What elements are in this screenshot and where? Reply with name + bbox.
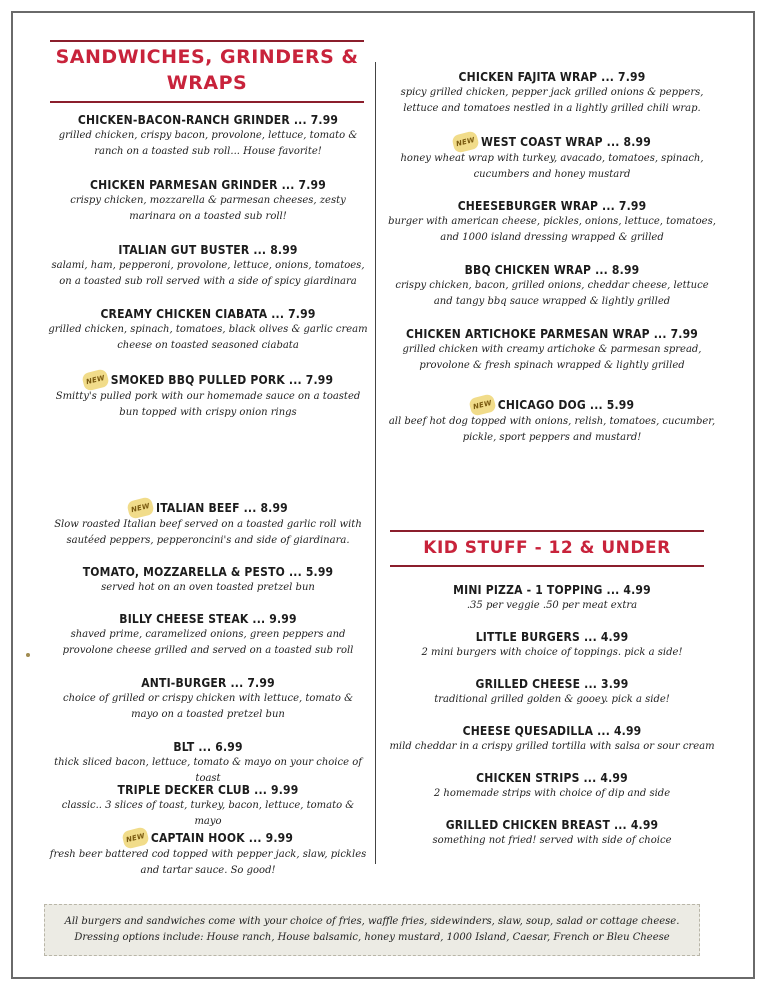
item-description: classic.. 3 slices of toast, turkey, bacon, lettuce, tomato & mayo xyxy=(61,800,355,827)
new-badge-icon: NEW xyxy=(126,496,155,520)
item-description: 2 homemade strips with choice of dip and side xyxy=(433,788,671,799)
item-description: mild cheddar in a crispy grilled tortilla with salsa or sour cream xyxy=(389,741,715,752)
item-name: ITALIAN GUT BUSTER ... 8.99 xyxy=(118,243,298,257)
menu-item xyxy=(48,242,368,290)
item-description: grilled chicken with creamy artichoke & parmesan spread, provolone & fresh spinach wrapped & lightly grilled xyxy=(402,344,702,371)
item-name-text: CHICAGO DOG ... 5.99 xyxy=(497,398,635,412)
item-name: TRIPLE DECKER CLUB ... 9.99 xyxy=(117,783,299,797)
item-description: salami, ham, pepperoni, provolone, lettuce, onions, tomatoes, on a toasted sub roll served with a side of spicy giardinara xyxy=(51,260,365,287)
new-badge-icon: NEW xyxy=(468,393,497,417)
item-name: CHEESEBURGER WRAP ... 7.99 xyxy=(457,199,647,213)
left-title-rule-top xyxy=(50,40,364,42)
item-description: honey wheat wrap with turkey, avacado, tomatoes, spinach, cucumbers and honey mustard xyxy=(400,153,704,180)
menu-item xyxy=(388,326,716,374)
item-name: ANTI-BURGER ... 7.99 xyxy=(141,676,275,690)
item-name-text: CAPTAIN HOOK ... 9.99 xyxy=(150,831,294,845)
menu-item xyxy=(388,198,716,246)
menu-item xyxy=(388,133,716,183)
item-name: GRILLED CHICKEN BREAST ... 4.99 xyxy=(445,818,659,832)
item-description: Smitty's pulled pork with our homemade sauce on a toasted bun topped with crispy onion rings xyxy=(55,391,361,418)
item-description: burger with american cheese, pickles, onions, lettuce, tomatoes, and 1000 island dressing wrapped & grilled xyxy=(388,216,716,243)
item-description: grilled chicken, crispy bacon, provolone, lettuce, tomato & ranch on a toasted sub roll... House favorite! xyxy=(58,130,358,157)
kid-menu-item xyxy=(388,629,716,661)
kid-title-rule-top xyxy=(390,530,704,532)
column-divider xyxy=(375,62,376,864)
item-name xyxy=(48,499,368,517)
item-name: CHICKEN PARMESAN GRINDER ... 7.99 xyxy=(90,178,326,192)
item-name: CREAMY CHICKEN CIABATA ... 7.99 xyxy=(100,307,316,321)
menu-item xyxy=(48,112,368,160)
item-name: CHICKEN FAJITA WRAP ... 7.99 xyxy=(458,70,646,84)
menu-item xyxy=(48,499,368,549)
menu-item xyxy=(48,675,368,723)
item-name: CHICKEN-BACON-RANCH GRINDER ... 7.99 xyxy=(77,113,339,127)
section-title-kid-stuff: KID STUFF - 12 & UNDER xyxy=(423,538,671,558)
kid-menu-item xyxy=(388,582,716,614)
item-name xyxy=(388,133,716,151)
kid-menu-item xyxy=(388,817,716,849)
footer-text: All burgers and sandwiches come with your choice of fries, waffle fries, sidewinders, slaw, soup, salad or cottage cheese. Dressing options include: House ranch, House balsamic, honey mustard, 1000 Island, Caesar, French or Bleu Cheese xyxy=(64,916,680,943)
menu-item xyxy=(388,262,716,310)
item-description: 2 mini burgers with choice of toppings. pick a side! xyxy=(421,647,683,658)
item-description: grilled chicken, spinach, tomatoes, black olives & garlic cream cheese on toasted seasoned ciabata xyxy=(48,324,368,351)
item-description: choice of grilled or crispy chicken with lettuce, tomato & mayo on a toasted pretzel bun xyxy=(63,693,353,720)
kid-title-rule-bottom xyxy=(390,565,704,567)
footer-note xyxy=(44,904,700,956)
menu-item xyxy=(48,371,368,421)
menu-item xyxy=(48,829,368,879)
item-name: BLT ... 6.99 xyxy=(173,740,243,754)
menu-item xyxy=(388,396,716,446)
item-name: CHICKEN ARTICHOKE PARMESAN WRAP ... 7.99 xyxy=(405,327,699,341)
item-name: CHICKEN STRIPS ... 4.99 xyxy=(476,771,628,785)
menu-item xyxy=(48,306,368,354)
item-name xyxy=(48,371,368,389)
menu-item xyxy=(388,69,716,117)
kid-menu-item xyxy=(388,676,716,708)
item-name: BBQ CHICKEN WRAP ... 8.99 xyxy=(464,263,640,277)
item-description: something not fried! served with side of choice xyxy=(432,835,672,846)
item-name: MINI PIZZA - 1 TOPPING ... 4.99 xyxy=(453,583,651,597)
item-name: GRILLED CHEESE ... 3.99 xyxy=(475,677,629,691)
menu-item xyxy=(48,611,368,659)
kid-menu-item xyxy=(388,723,716,755)
item-name xyxy=(48,829,368,847)
item-description: shaved prime, caramelized onions, green peppers and provolone cheese grilled and served on a toasted sub roll xyxy=(62,629,354,656)
paper-speck xyxy=(26,653,30,657)
item-description: all beef hot dog topped with onions, relish, tomatoes, cucumber, pickle, sport peppers and mustard! xyxy=(388,416,716,443)
item-name: BILLY CHEESE STEAK ... 9.99 xyxy=(119,612,297,626)
item-description: Slow roasted Italian beef served on a toasted garlic roll with sautéed peppers, pepperoncini's and side of giardinara. xyxy=(54,519,362,546)
left-title-rule-bottom xyxy=(50,101,364,103)
item-name: TOMATO, MOZZARELLA & PESTO ... 5.99 xyxy=(82,565,334,579)
new-badge-icon: NEW xyxy=(451,130,480,154)
item-description: served hot on an oven toasted pretzel bun xyxy=(101,582,315,593)
item-name-text: ITALIAN BEEF ... 8.99 xyxy=(156,501,288,515)
item-description: .35 per veggie .50 per meat extra xyxy=(466,600,638,611)
new-badge-icon: NEW xyxy=(121,826,150,850)
item-description: fresh beer battered cod topped with pepper jack, slaw, pickles and tartar sauce. So good! xyxy=(49,849,367,876)
item-name-text: WEST COAST WRAP ... 8.99 xyxy=(481,135,651,149)
kid-menu-item xyxy=(388,770,716,802)
item-description: spicy grilled chicken, pepper jack grilled onions & peppers, lettuce and tomatoes nestled in a lightly grilled chili wrap. xyxy=(400,87,704,114)
section-title-sandwiches: SANDWICHES, GRINDERS & WRAPS xyxy=(55,46,359,94)
item-description: traditional grilled golden & gooey. pick a side! xyxy=(434,694,670,705)
item-description: crispy chicken, bacon, grilled onions, cheddar cheese, lettuce and tangy bbq sauce wrapped & lightly grilled xyxy=(395,280,709,307)
menu-item xyxy=(48,564,368,596)
item-name: CHEESE QUESADILLA ... 4.99 xyxy=(462,724,642,738)
menu-item xyxy=(48,739,368,787)
item-description: crispy chicken, mozzarella & parmesan cheeses, zesty marinara on a toasted sub roll! xyxy=(70,195,346,222)
menu-item xyxy=(48,782,368,830)
menu-item xyxy=(48,177,368,225)
item-name-text: SMOKED BBQ PULLED PORK ... 7.99 xyxy=(110,373,334,387)
item-description: thick sliced bacon, lettuce, tomato & mayo on your choice of toast xyxy=(54,757,362,784)
item-name: LITTLE BURGERS ... 4.99 xyxy=(475,630,629,644)
new-badge-icon: NEW xyxy=(81,368,110,392)
item-name xyxy=(388,396,716,414)
